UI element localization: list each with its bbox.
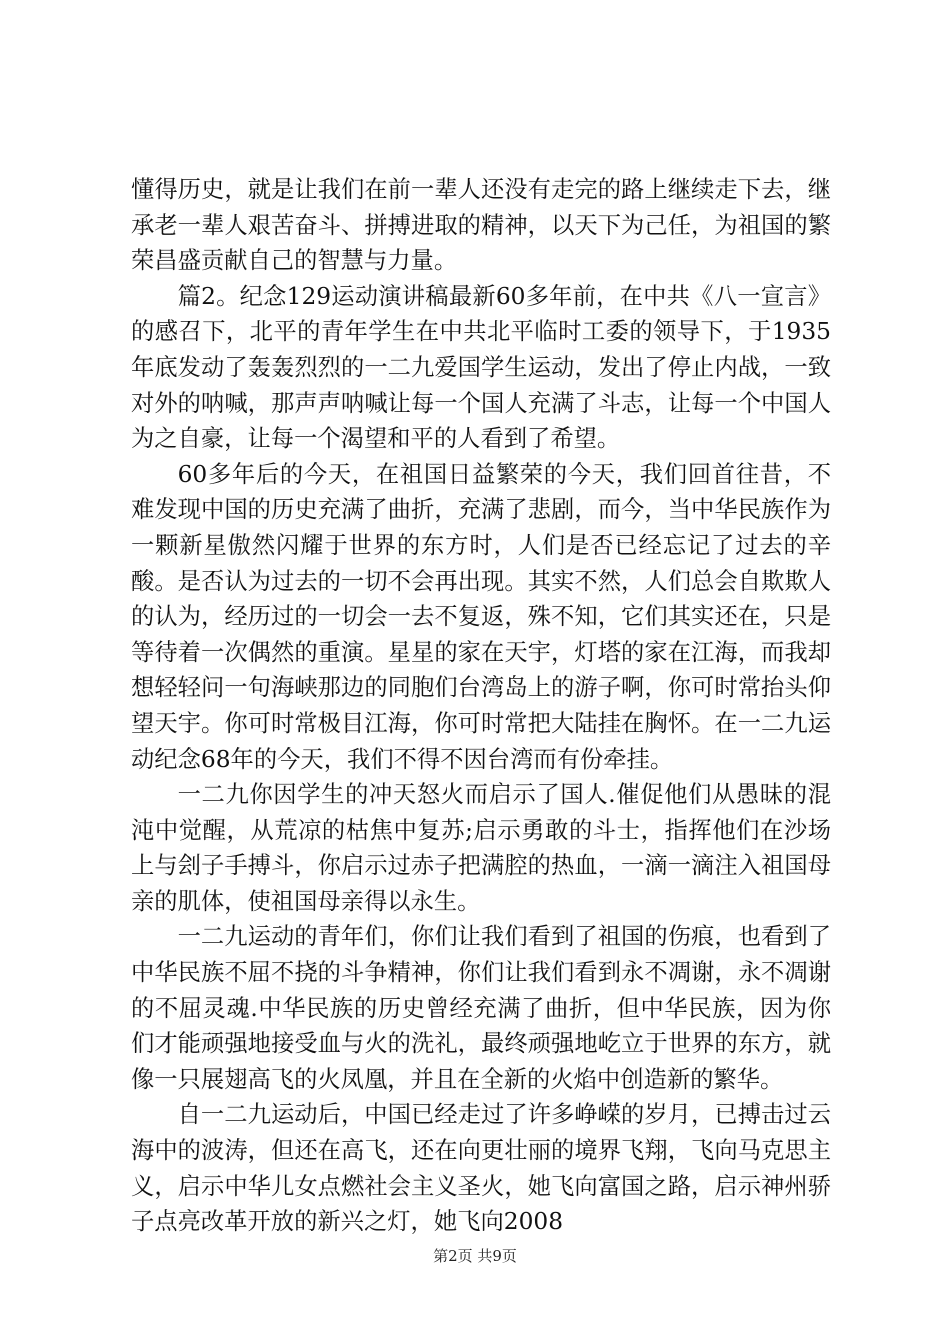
paragraph-5: 一二九运动的青年们，你们让我们看到了祖国的伤痕，也看到了中华民族不屈不挠的斗争精神，你们让我们看到永不凋谢，永不凋谢的不屈灵魂.中华民族的历史曾经充满了曲折，但中华民族，因为你们才能顽强地接受血与火的洗礼，最终顽强地屹立于世界的东方，就像一只展翅高飞的火凤凰，并且在全新的火焰中创造新的繁华。 (131, 923, 831, 1093)
paragraph-6: 自一二九运动后，中国已经走过了许多峥嵘的岁月，已搏击过云海中的波涛，但还在高飞，还在向更壮丽的境界飞翔，飞向马克思主义，启示中华儿女点燃社会主义圣火，她飞向富国之路，启示神州骄子点亮改革开放的新兴之灯，她飞向2008 (131, 1101, 831, 1236)
paragraph-4: 一二九你因学生的冲天怒火而启示了国人.催促他们从愚昧的混沌中觉醒，从荒凉的枯焦中复苏;启示勇敢的斗士，指挥他们在沙场上与刽子手搏斗，你启示过赤子把满腔的热血，一滴一滴注入祖国母亲的肌体，使祖国母亲得以永生。 (131, 781, 831, 915)
paragraph-1: 懂得历史，就是让我们在前一辈人还没有走完的路上继续走下去，继承老一辈人艰苦奋斗、拼搏进取的精神，以天下为己任，为祖国的繁荣昌盛贡献自己的智慧与力量。 (131, 176, 831, 275)
document-body (131, 172, 831, 1240)
paragraph-3: 60多年后的今天，在祖国日益繁荣的今天，我们回首往昔，不难发现中国的历史充满了曲折，充满了悲剧，而今，当中华民族作为一颗新星傲然闪耀于世界的东方时，人们是否已经忘记了过去的辛酸。是否认为过去的一切不会再出现。其实不然，人们总会自欺欺人的认为，经历过的一切会一去不复返，殊不知，它们其实还在，只是等待着一次偶然的重演。星星的家在天宇，灯塔的家在江海，而我却想轻轻问一句海峡那边的同胞们台湾岛上的游子啊，你可时常抬头仰望天宇。你可时常极目江海，你可时常把大陆挂在胸怀。在一二九运动纪念68年的今天，我们不得不因台湾而有份牵挂。 (131, 460, 831, 773)
paragraph-2: 篇2。纪念129运动演讲稿最新60多年前，在中共《八一宣言》的感召下，北平的青年学生在中共北平临时工委的领导下，于1935年底发动了轰轰烈烈的一二九爱国学生运动，发出了停止内战，一致对外的呐喊，那声声呐喊让每一个国人充满了斗志，让每一个中国人为之自豪，让每一个渴望和平的人看到了希望。 (131, 282, 831, 453)
page-number-footer: 第2页 共9页 (433, 1247, 517, 1265)
